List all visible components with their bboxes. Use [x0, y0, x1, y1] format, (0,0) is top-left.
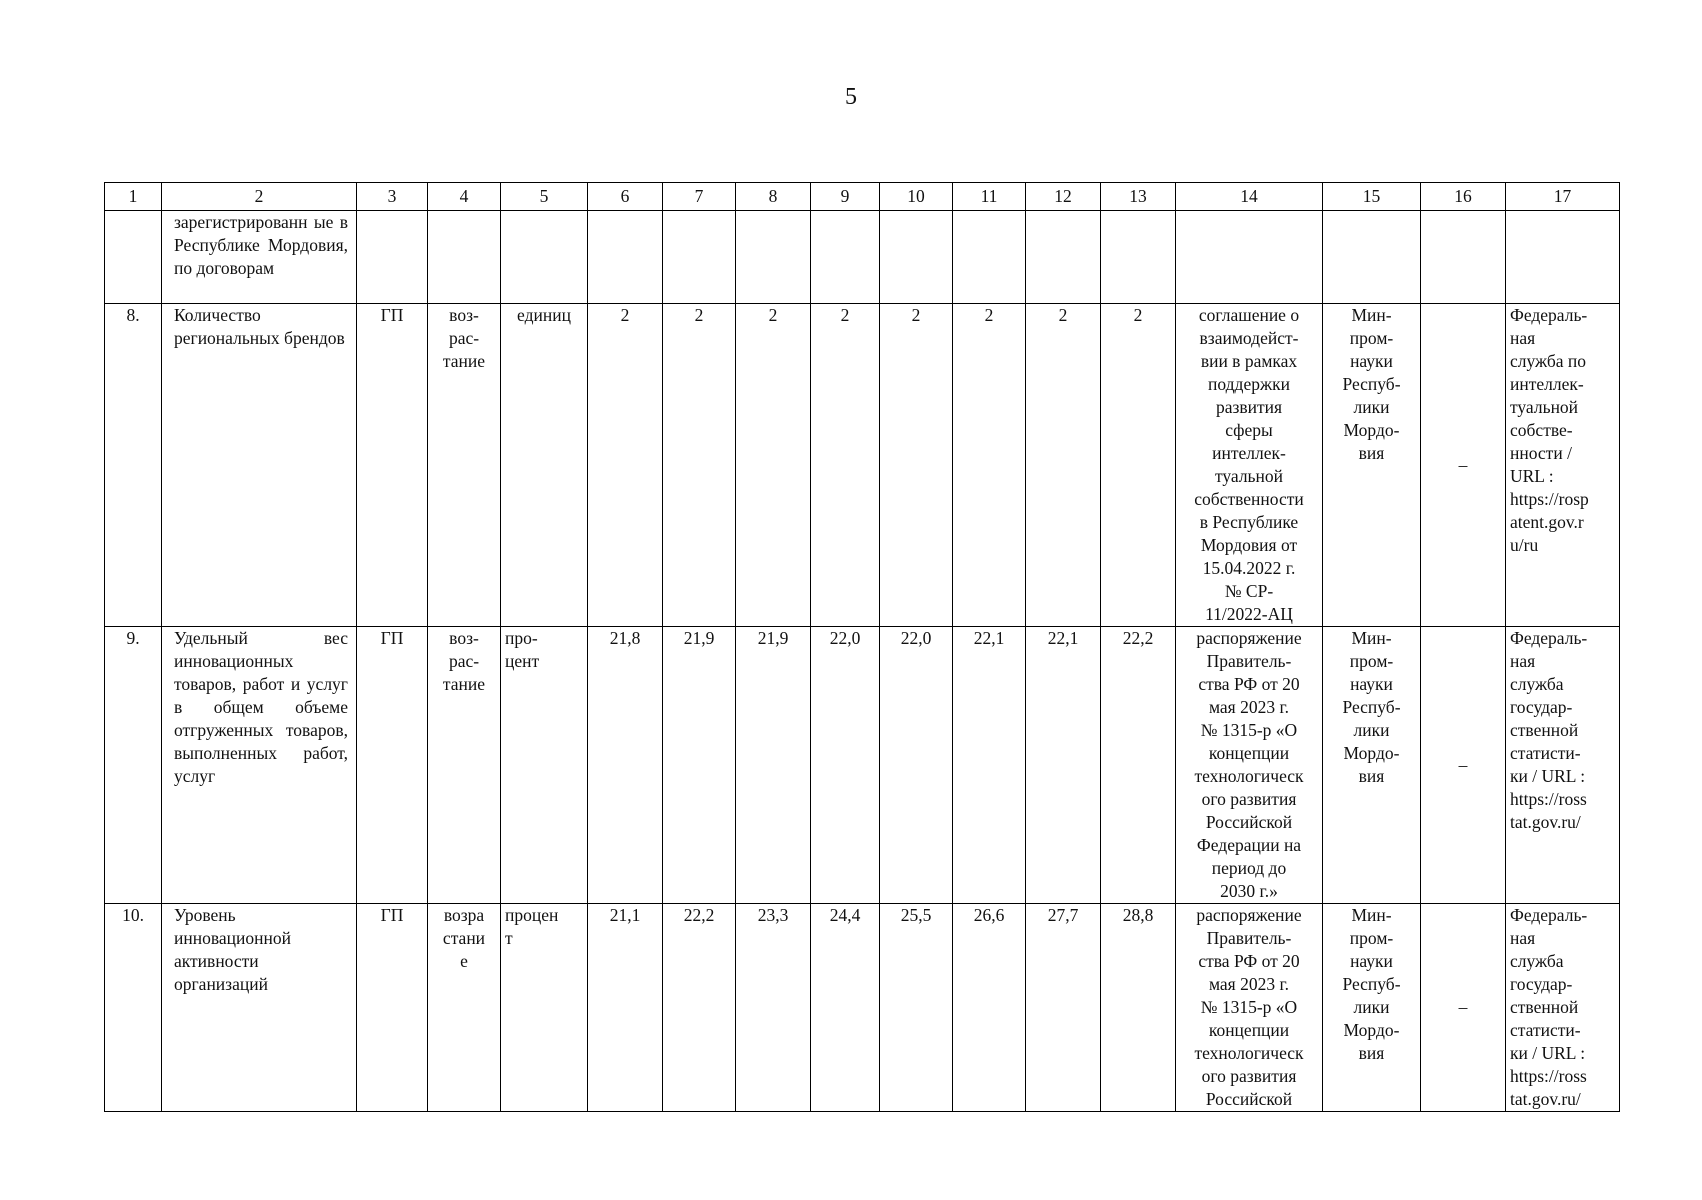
header-cell: 15: [1323, 183, 1421, 211]
header-cell: 6: [588, 183, 663, 211]
responsible-cell: Мин- пром- науки Респуб- лики Мордо- вия: [1323, 904, 1421, 1112]
value-cell: 21,9: [736, 627, 811, 904]
value-cell: 28,8: [1101, 904, 1176, 1112]
unit-cell: процен т: [501, 904, 588, 1112]
header-cell: 10: [880, 183, 953, 211]
header-cell: 13: [1101, 183, 1176, 211]
value-cell: 2: [736, 304, 811, 627]
indicator-name: Уровень инновационной активности организаций: [162, 904, 357, 1112]
value-cell: 22,1: [1026, 627, 1101, 904]
value-cell: 25,5: [880, 904, 953, 1112]
value-cell: 21,9: [663, 627, 736, 904]
basis-cell: соглашение о взаимодейст- вии в рамках поддержки развития сферы интеллек- туальной собственности в Республике Мордовия от 15.04.2022 г. № СР- 11/2022-АЦ: [1176, 304, 1323, 627]
direction-cell: воз- рас- тание: [428, 304, 501, 627]
header-cell: 2: [162, 183, 357, 211]
value-cell: 2: [880, 304, 953, 627]
col16-cell: –: [1421, 627, 1506, 904]
value-cell: 24,4: [811, 904, 880, 1112]
value-cell: 21,8: [588, 627, 663, 904]
value-cell: 2: [1026, 304, 1101, 627]
header-cell: 4: [428, 183, 501, 211]
header-cell: 14: [1176, 183, 1323, 211]
program-cell: ГП: [357, 304, 428, 627]
header-cell: 12: [1026, 183, 1101, 211]
table-row: [105, 904, 1620, 1112]
basis-cell: распоряжение Правитель- ства РФ от 20 мая 2023 г. № 1315-р «О концепции технологическ ого развития Российской Федерации на период до 2030 г.»: [1176, 627, 1323, 904]
indicator-name: Удельный вес инновационных товаров, работ и услуг в общем объеме отгруженных товаров, выполненных работ, услуг: [162, 627, 357, 904]
col16-cell: –: [1421, 904, 1506, 1112]
indicator-name: Количество региональных брендов: [162, 304, 357, 627]
value-cell: 26,6: [953, 904, 1026, 1112]
value-cell: 22,2: [1101, 627, 1176, 904]
header-row: [105, 183, 1620, 211]
header-cell: 16: [1421, 183, 1506, 211]
header-cell: 11: [953, 183, 1026, 211]
value-cell: 2: [588, 304, 663, 627]
header-cell: 7: [663, 183, 736, 211]
page-number: 5: [845, 84, 857, 110]
responsible-cell: Мин- пром- науки Респуб- лики Мордо- вия: [1323, 627, 1421, 904]
value-cell: 21,1: [588, 904, 663, 1112]
value-cell: 2: [1101, 304, 1176, 627]
header-cell: 5: [501, 183, 588, 211]
row-number: 9.: [105, 627, 162, 904]
value-cell: 22,0: [811, 627, 880, 904]
value-cell: 22,1: [953, 627, 1026, 904]
header-cell: 1: [105, 183, 162, 211]
direction-cell: воз- рас- тание: [428, 627, 501, 904]
row-number: 10.: [105, 904, 162, 1112]
source-cell: Федераль- ная служба государ- ственной статисти- ки / URL : https://ross tat.gov.ru/: [1506, 627, 1620, 904]
row-number: 8.: [105, 304, 162, 627]
source-cell: Федераль- ная служба государ- ственной статисти- ки / URL : https://ross tat.gov.ru/: [1506, 904, 1620, 1112]
program-cell: ГП: [357, 627, 428, 904]
table-row: [105, 304, 1620, 627]
responsible-cell: Мин- пром- науки Респуб- лики Мордо- вия: [1323, 304, 1421, 627]
source-cell: Федераль- ная служба по интеллек- туальной собстве- нности / URL : https://rosp atent.gov.r u/ru: [1506, 304, 1620, 627]
unit-cell: про- цент: [501, 627, 588, 904]
value-cell: 22,2: [663, 904, 736, 1112]
value-cell: 2: [953, 304, 1026, 627]
header-cell: 8: [736, 183, 811, 211]
value-cell: 22,0: [880, 627, 953, 904]
header-cell: 9: [811, 183, 880, 211]
value-cell: 2: [811, 304, 880, 627]
indicators-table: [104, 182, 1620, 1112]
value-cell: 23,3: [736, 904, 811, 1112]
unit-cell: единиц: [501, 304, 588, 627]
value-cell: 2: [663, 304, 736, 627]
col16-cell: –: [1421, 304, 1506, 627]
direction-cell: возра стани е: [428, 904, 501, 1112]
basis-cell: распоряжение Правитель- ства РФ от 20 мая 2023 г. № 1315-р «О концепции технологическ ого развития Российской: [1176, 904, 1323, 1112]
indicator-name: зарегистрированн ые в Республике Мордовия, по договорам: [162, 211, 357, 304]
program-cell: ГП: [357, 904, 428, 1112]
value-cell: 27,7: [1026, 904, 1101, 1112]
header-cell: 3: [357, 183, 428, 211]
continuation-row: [105, 211, 1620, 304]
table-row: [105, 627, 1620, 904]
header-cell: 17: [1506, 183, 1620, 211]
